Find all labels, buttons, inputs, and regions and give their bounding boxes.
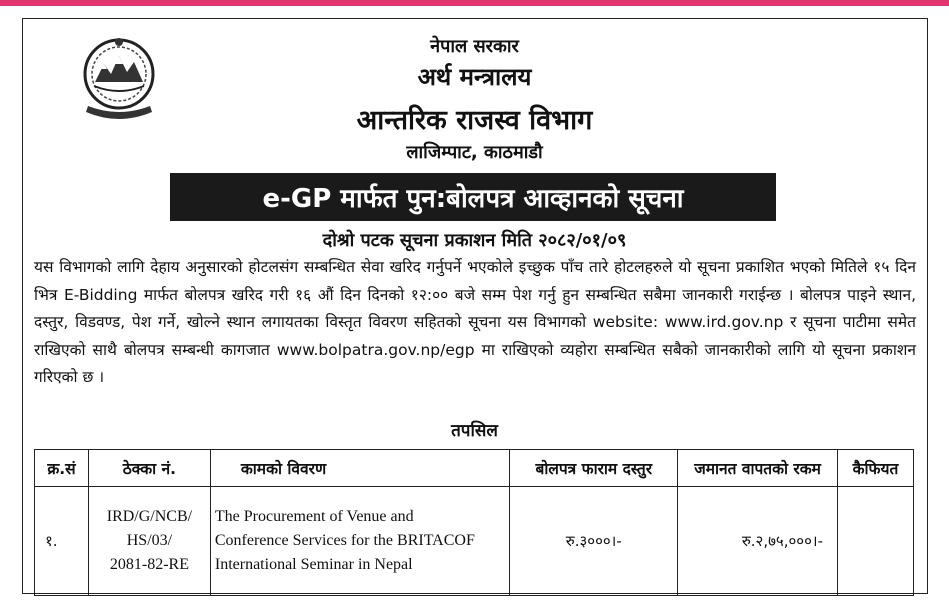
col-header-contract-no: ठेक्का नं. — [88, 450, 210, 487]
publication-date: दोश्रो पटक सूचना प्रकाशन मिति २०८२/०१/०९ — [322, 230, 627, 251]
table-row — [35, 487, 914, 596]
department-name: आन्तरिक राजस्व विभाग — [356, 105, 593, 136]
ministry-name: अर्थ मन्त्रालय — [417, 63, 532, 91]
notice-body: यस विभागको लागि देहाय अनुसारको होटलसंग सम्बन्धित सेवा खरिद गर्नुपर्ने भएकोले इच्छुक पाँच तारे होटलहरुले यो सूचना प्रकाशित भएको मितिले १५ दिन भित्र E-Bidding मार्फत बोलपत्र खरिद गरी १६ औं दिन दिनको १२:०० बजे सम्म पेश गर्नु हुन सम्बन्धित सबैमा जानकारी गराईन्छ । बोलपत्र पाइने स्थान, दस्तुर, विडवण्ड, पेश गर्ने, खोल्ने स्थान लगायतका विस्तृत विवरण सहितको सूचना यस विभागको website: www.ird.gov.np र सूचना पाटीमा समेत राखिएको साथै बोलपत्र सम्बन्धी कागजात www.bolpatra.gov.np/egp मा राखिएको व्यहोरा सम्बन्धित सबैको जानकारीको लागि यो सूचना प्रकाशन गरिएको छ । — [34, 258, 916, 386]
col-header-bid-security: जमानत वापतको रकम — [678, 450, 838, 487]
col-header-description: कामको विवरण — [210, 450, 510, 487]
government-name: नेपाल सरकार — [430, 36, 519, 57]
col-header-sn: क्र.सं — [35, 450, 89, 487]
schedule-table — [34, 449, 914, 596]
notice-title: e-GP मार्फत पुन:बोलपत्र आव्हानको सूचना — [170, 173, 776, 221]
schedule-heading: तपसिल — [451, 421, 498, 441]
table-header-row — [35, 450, 914, 487]
cell-remarks — [838, 487, 914, 596]
cell-bid-security: रु.२,७५,०००।- — [678, 487, 838, 596]
cell-form-fee: रु.३०००।- — [510, 487, 678, 596]
col-header-form-fee: बोलपत्र फाराम दस्तुर — [510, 450, 678, 487]
cell-contract-no: IRD/G/NCB/ HS/03/ 2081-82-RE — [88, 487, 210, 596]
top-accent-bar — [0, 0, 949, 6]
col-header-remarks: कैफियत — [838, 450, 914, 487]
cell-description: The Procurement of Venue and Conference Services for the BRITACOF International Seminar in Nepal — [210, 487, 510, 596]
office-address: लाजिम्पाट, काठमाडौ — [406, 142, 543, 163]
cell-sn: १. — [35, 487, 89, 596]
